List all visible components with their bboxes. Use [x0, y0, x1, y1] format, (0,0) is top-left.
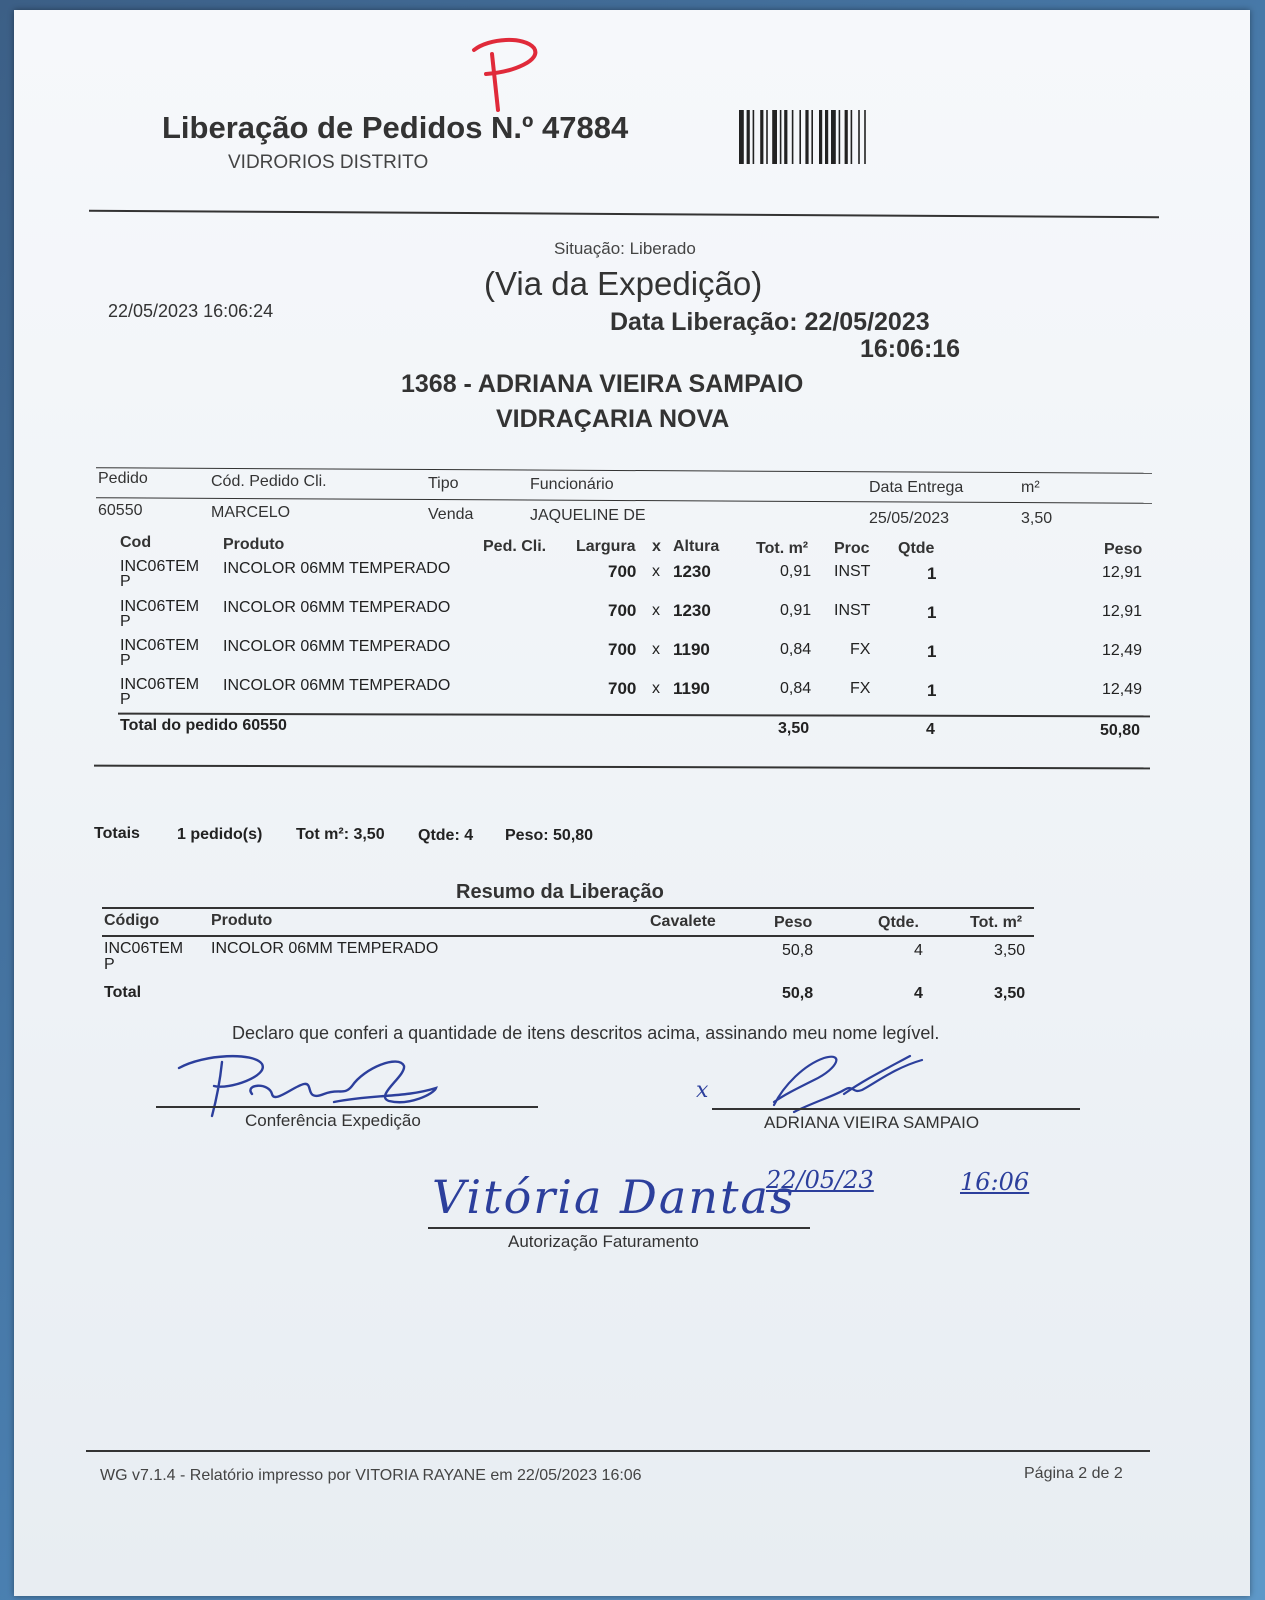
cliente-caption: ADRIANA VIEIRA SAMPAIO — [764, 1113, 980, 1132]
col-tot-m2: Tot. m² — [756, 540, 809, 557]
item-largura: 700 — [608, 640, 637, 659]
barcode-bar — [747, 110, 750, 164]
item-peso: 12,91 — [1102, 603, 1143, 620]
item-qtde: 1 — [927, 564, 937, 583]
barcode-bar — [845, 110, 848, 164]
barcode-bar — [784, 110, 787, 164]
barcode-bar — [851, 110, 853, 164]
resumo-col-tot-m2: Tot. m² — [970, 914, 1023, 931]
resumo-qtde: 4 — [914, 942, 923, 959]
totais-pedidos: 1 pedido(s) — [177, 826, 263, 843]
handwritten-date: 22/05/23 — [766, 1166, 874, 1194]
barcode-bar — [739, 110, 744, 164]
item-altura: 1190 — [673, 679, 710, 698]
signature-line — [156, 1106, 538, 1108]
col-tipo: Tipo — [428, 475, 459, 492]
document-page — [14, 10, 1250, 1596]
item-tot-m2: 0,91 — [780, 602, 812, 619]
item-x: x — [652, 563, 660, 580]
col-m2: m² — [1021, 479, 1040, 496]
resumo-peso: 50,8 — [782, 942, 814, 959]
item-x: x — [652, 641, 660, 658]
footer-page-number: Página 2 de 2 — [1024, 1465, 1123, 1482]
resumo-total-qtde: 4 — [914, 985, 923, 1002]
footer-report-info: WG v7.1.4 - Relatório impresso por VITORIA RAYANE em 22/05/2023 16:06 — [100, 1467, 642, 1484]
barcode-bar — [811, 110, 813, 164]
item-x: x — [652, 602, 660, 619]
total-pedido-peso: 50,80 — [1100, 722, 1141, 739]
barcode-bar — [753, 110, 755, 164]
item-peso: 12,49 — [1102, 681, 1143, 698]
resumo-col-qtde: Qtde. — [878, 914, 919, 931]
barcode-bar — [766, 110, 768, 164]
cod-pedido-cli-value: MARCELO — [211, 504, 291, 521]
item-largura: 700 — [608, 679, 637, 698]
item-peso: 12,49 — [1102, 642, 1143, 659]
resumo-tot-m2: 3,50 — [994, 942, 1026, 959]
data-liberacao: Data Liberação: 22/05/2023 — [610, 308, 930, 336]
autorizacao-caption: Autorização Faturamento — [508, 1232, 699, 1251]
divider — [102, 935, 1034, 937]
total-pedido-label: Total do pedido 60550 — [120, 717, 287, 734]
barcode — [739, 110, 929, 164]
col-cod-pedido-cli: Cód. Pedido Cli. — [211, 473, 327, 490]
item-largura: 700 — [608, 562, 637, 581]
item-altura: 1190 — [673, 640, 710, 659]
item-tot-m2: 0,84 — [780, 680, 812, 697]
divider — [89, 210, 1159, 219]
totais-m2: Tot m²: 3,50 — [296, 826, 385, 843]
resumo-col-produto: Produto — [211, 912, 273, 929]
item-cod: INC06TEM — [120, 676, 200, 693]
handwritten-name: Vitória Dantas — [432, 1170, 796, 1224]
barcode-bar — [760, 110, 763, 164]
barcode-bar — [864, 110, 866, 164]
col-produto: Produto — [223, 536, 285, 553]
data-liberacao-time: 16:06:16 — [860, 335, 961, 363]
item-largura: 700 — [608, 601, 637, 620]
col-x: x — [652, 538, 661, 555]
item-qtde: 1 — [927, 642, 937, 661]
resumo-total-label: Total — [104, 984, 142, 1001]
status-situacao: Situação: Liberado — [554, 239, 696, 258]
totais-label: Totais — [94, 825, 140, 842]
item-proc: INST — [834, 563, 871, 580]
resumo-total-tot-m2: 3,50 — [994, 985, 1026, 1002]
handwritten-x: x — [696, 1078, 709, 1103]
item-altura: 1230 — [673, 601, 711, 620]
resumo-col-codigo: Código — [104, 912, 160, 929]
client-store: VIDRAÇARIA NOVA — [496, 405, 730, 433]
item-proc: FX — [850, 641, 871, 658]
col-qtde: Qtde — [898, 540, 935, 557]
item-proc: FX — [850, 680, 871, 697]
item-produto: INCOLOR 06MM TEMPERADO — [223, 638, 451, 655]
item-cod-suffix: P — [120, 613, 131, 630]
barcode-bar — [772, 110, 777, 164]
barcode-bar — [780, 110, 782, 164]
signature-line — [712, 1108, 1080, 1110]
col-cod: Cod — [120, 534, 152, 551]
divider — [102, 907, 1034, 909]
divider — [94, 765, 1150, 770]
item-qtde: 1 — [927, 681, 937, 700]
barcode-bar — [831, 110, 836, 164]
col-data-entrega: Data Entrega — [869, 479, 964, 496]
declaration-text: Declaro que conferi a quantidade de itens descritos acima, assinando meu nome legível. — [232, 1023, 940, 1043]
client-name: 1368 - ADRIANA VIEIRA SAMPAIO — [401, 370, 804, 398]
barcode-bar — [819, 110, 822, 164]
tipo-value: Venda — [428, 506, 474, 523]
item-produto: INCOLOR 06MM TEMPERADO — [223, 677, 451, 694]
item-qtde: 1 — [927, 603, 937, 622]
barcode-bar — [792, 110, 794, 164]
col-proc: Proc — [834, 540, 870, 557]
item-cod: INC06TEM — [120, 637, 200, 654]
col-pedido: Pedido — [98, 470, 148, 487]
resumo-col-peso: Peso — [774, 914, 813, 931]
data-entrega-value: 25/05/2023 — [869, 510, 950, 527]
printed-datetime: 22/05/2023 16:06:24 — [108, 301, 274, 321]
resumo-title: Resumo da Liberação — [456, 881, 664, 903]
resumo-col-cavalete: Cavalete — [650, 913, 716, 930]
m2-value: 3,50 — [1021, 510, 1053, 527]
barcode-bar — [825, 110, 828, 164]
page-title: Liberação de Pedidos N.º 47884 — [162, 110, 629, 145]
item-cod: INC06TEM — [120, 598, 200, 615]
item-altura: 1230 — [673, 562, 711, 581]
company-name: VIDRORIOS DISTRITO — [228, 152, 429, 173]
resumo-codigo: INC06TEM — [104, 940, 184, 957]
barcode-bar — [858, 110, 860, 164]
col-largura: Largura — [576, 538, 636, 555]
resumo-codigo-suffix: P — [104, 956, 115, 973]
col-ped-cli: Ped. Cli. — [483, 538, 547, 555]
barcode-bar — [805, 110, 808, 164]
item-x: x — [652, 680, 660, 697]
handwritten-time: 16:06 — [960, 1168, 1030, 1196]
col-peso: Peso — [1104, 541, 1143, 558]
resumo-total-peso: 50,8 — [782, 985, 814, 1002]
conferencia-caption: Conferência Expedição — [245, 1111, 421, 1130]
item-produto: INCOLOR 06MM TEMPERADO — [223, 560, 451, 577]
item-cod-suffix: P — [120, 691, 131, 708]
footer-divider — [86, 1450, 1150, 1452]
total-pedido-qtde: 4 — [926, 721, 935, 738]
item-tot-m2: 0,84 — [780, 641, 812, 658]
totais-qtde: Qtde: 4 — [418, 827, 474, 844]
totais-peso: Peso: 50,80 — [505, 827, 594, 844]
item-proc: INST — [834, 602, 871, 619]
handwritten-p-mark — [454, 28, 554, 118]
via-label: (Via da Expedição) — [484, 265, 763, 302]
signature-line — [428, 1227, 810, 1229]
funcionario-value: JAQUELINE DE — [530, 507, 646, 524]
total-pedido-m2: 3,50 — [778, 720, 810, 737]
item-produto: INCOLOR 06MM TEMPERADO — [223, 599, 451, 616]
resumo-produto: INCOLOR 06MM TEMPERADO — [211, 940, 439, 957]
item-tot-m2: 0,91 — [780, 563, 812, 580]
divider — [96, 497, 1152, 504]
item-peso: 12,91 — [1102, 564, 1143, 581]
item-cod: INC06TEM — [120, 558, 200, 575]
barcode-bar — [839, 110, 841, 164]
item-cod-suffix: P — [120, 573, 131, 590]
item-cod-suffix: P — [120, 652, 131, 669]
pedido-value: 60550 — [98, 502, 143, 519]
col-funcionario: Funcionário — [530, 476, 614, 493]
col-altura: Altura — [673, 538, 720, 555]
barcode-bar — [799, 110, 801, 164]
